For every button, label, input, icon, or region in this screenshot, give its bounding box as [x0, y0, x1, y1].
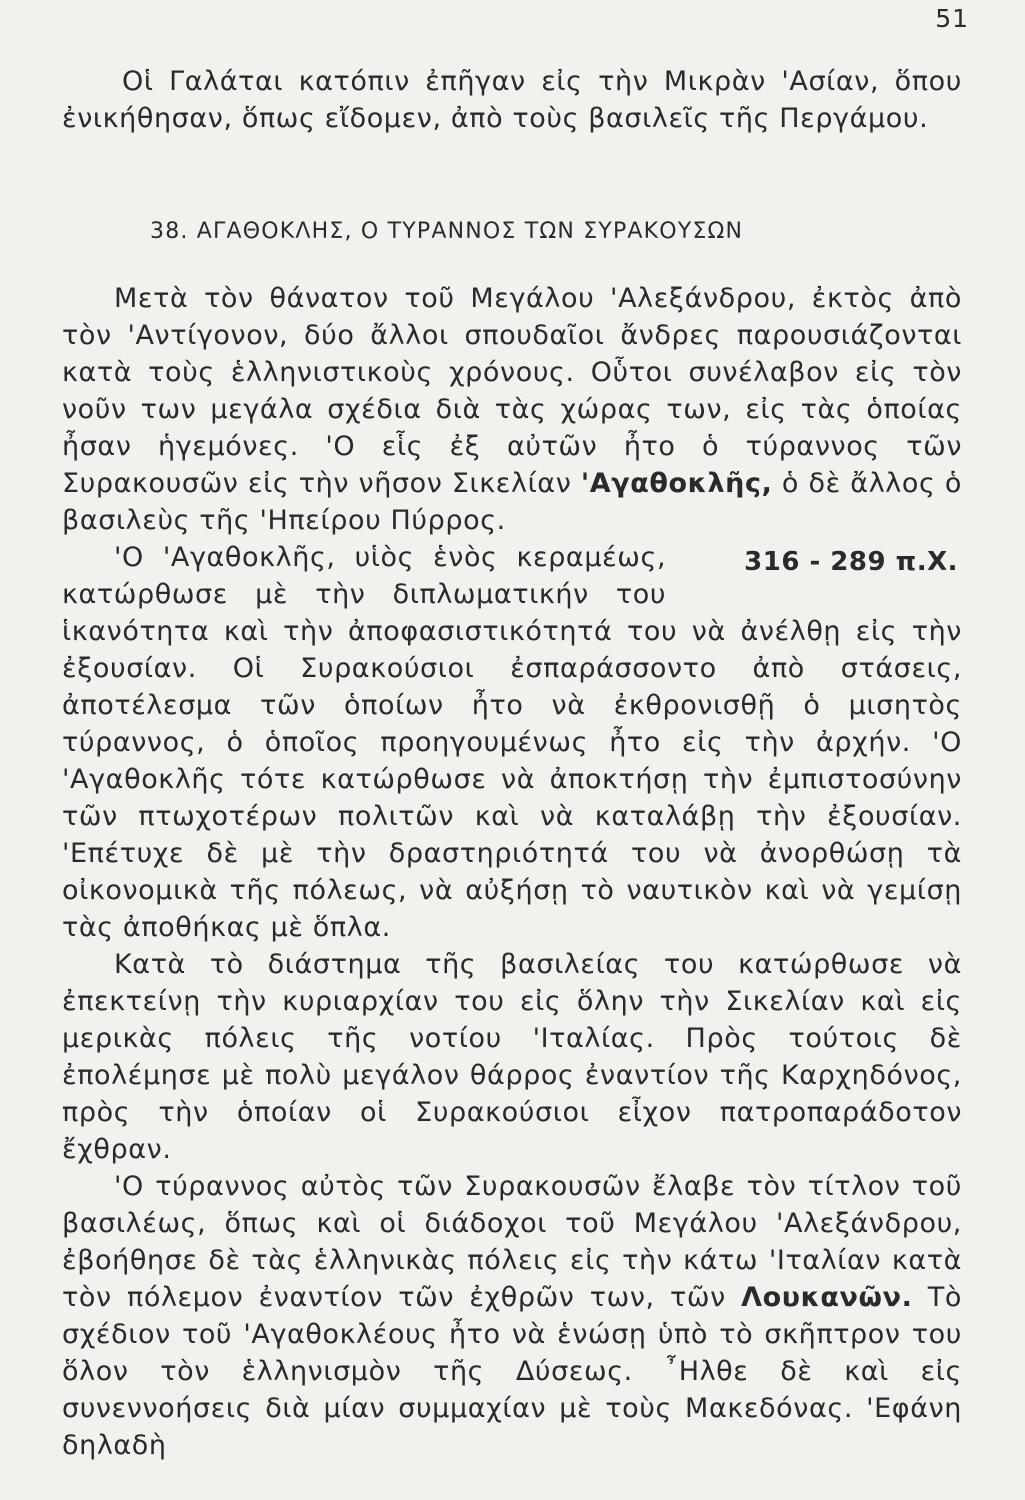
- date-note: 316 - 289 π.Χ.: [744, 547, 958, 577]
- paragraph-4: [62, 1168, 962, 1464]
- section-body: [62, 280, 962, 1464]
- name-agathocles: 'Αγαθοκλῆς,: [580, 468, 773, 499]
- name-lucanians: Λουκανῶν.: [741, 1282, 913, 1313]
- paragraph-2: [62, 539, 962, 946]
- intro-paragraph: Οἱ Γαλάται κατόπιν ἐπῆγαν εἰς τὴν Μικρὰν 'Ασίαν, ὅπου ἐνικήθησαν, ὅπως εἴδομεν, ἀπὸ τοὺς βασιλεῖς τῆς Περγάμου.: [62, 66, 962, 134]
- paragraph-4-text-a: 'Ο τύραννος αὐτὸς τῶν Συρακουσῶν ἔλαβε τὸν τίτλον τοῦ βασιλέως, ὅπως καὶ οἱ διάδοχοι τοῦ Μεγάλου 'Αλεξάνδρου, ἐβοήθησε δὲ τὰς ἑλληνικὰς πόλεις εἰς τὴν κάτω 'Ιταλίαν κατὰ τὸν πόλεμον ἐναντίον τῶν ἐχθρῶν των, τῶν: [62, 1171, 962, 1313]
- paragraph-2-text: 'Ο 'Αγαθοκλῆς, υἱὸς ἑνὸς κεραμέως, κατώρθωσε μὲ τὴν διπλωματικήν του ἱκανότητα καὶ τὴν ἀποφασιστικότητά του νὰ ἀνέλθῃ εἰς τὴν ἐξουσίαν. Οἱ Συρακούσιοι ἐσπαράσσοντο ἀπὸ στάσεις, ἀποτέλεσμα τῶν ὁποίων ἦτο νὰ ἐκθρονισθῇ ὁ μισητὸς τύραννος, ὁ ὁποῖος προηγουμένως ἦτο εἰς τὴν ἀρχήν. 'Ο 'Αγαθοκλῆς τότε κατώρθωσε νὰ ἀποκτήσῃ τὴν ἐμπιστοσύνην τῶν πτωχοτέρων πολιτῶν καὶ νὰ καταλάβῃ τὴν ἐξουσίαν. 'Επέτυχε δὲ μὲ τὴν δραστηριότητά του νὰ ἀνορθώσῃ τὰ οἰκονομικὰ τῆς πόλεως, νὰ αὐξήσῃ τὸ ναυτικὸν καὶ νὰ γεμίσῃ τὰς ἀποθήκας μὲ ὅπλα.: [62, 542, 962, 943]
- page-number: 51: [935, 4, 969, 33]
- paragraph-1: [62, 280, 962, 539]
- paragraph-1-text-a: Μετὰ τὸν θάνατον τοῦ Μεγάλου 'Αλεξάνδρου, ἐκτὸς ἀπὸ τὸν 'Αντίγονον, δύο ἄλλοι σπουδαῖοι ἄνδρες παρουσιάζονται κατὰ τοὺς ἑλληνιστικοὺς χρόνους. Οὗτοι συνέλαβον εἰς τὸν νοῦν των μεγάλα σχέδια διὰ τὰς χώρας των, εἰς τὰς ὁποίας ἦσαν ἡγεμόνες. 'Ο εἷς ἐξ αὐτῶν ἦτο ὁ τύραννος τῶν Συρακουσῶν εἰς τὴν νῆσον Σικελίαν: [62, 283, 962, 499]
- intro-text: [62, 63, 962, 137]
- section-heading: 38. ΑΓΑΘΟΚΛΗΣ, Ο ΤΥΡΑΝΝΟΣ ΤΩΝ ΣΥΡΑΚΟΥΣΩΝ: [150, 219, 744, 244]
- paragraph-1-text-b: ὁ δὲ ἄλλος ὁ βασιλεὺς τῆς 'Ηπείρου Πύρρος.: [62, 468, 963, 536]
- paragraph-3: Κατὰ τὸ διάστημα τῆς βασιλείας του κατώρθωσε νὰ ἐπεκτείνῃ τὴν κυριαρχίαν του εἰς ὅλην τὴν Σικελίαν καὶ εἰς μερικὰς πόλεις τῆς νοτίου 'Ιταλίας. Πρὸς τούτοις δὲ ἐπολέμησε μὲ πολὺ μεγάλον θάρρος ἐναντίον τῆς Καρχηδόνος, πρὸς τὴν ὁποίαν οἱ Συρακούσιοι εἶχον πατροπαράδοτον ἔχθραν.: [62, 949, 962, 1165]
- paragraph-4-text-b: Τὸ σχέδιον τοῦ 'Αγαθοκλέους ἦτο νὰ ἑνώσῃ ὑπὸ τὸ σκῆπτρον του ὅλον τὸν ἑλληνισμὸν τῆς Δύσεως. ῏Ηλθε δὲ καὶ εἰς συνεννοήσεις διὰ μίαν συμμαχίαν μὲ τοὺς Μακεδόνας. 'Εφάνη δηλαδὴ: [62, 1282, 963, 1461]
